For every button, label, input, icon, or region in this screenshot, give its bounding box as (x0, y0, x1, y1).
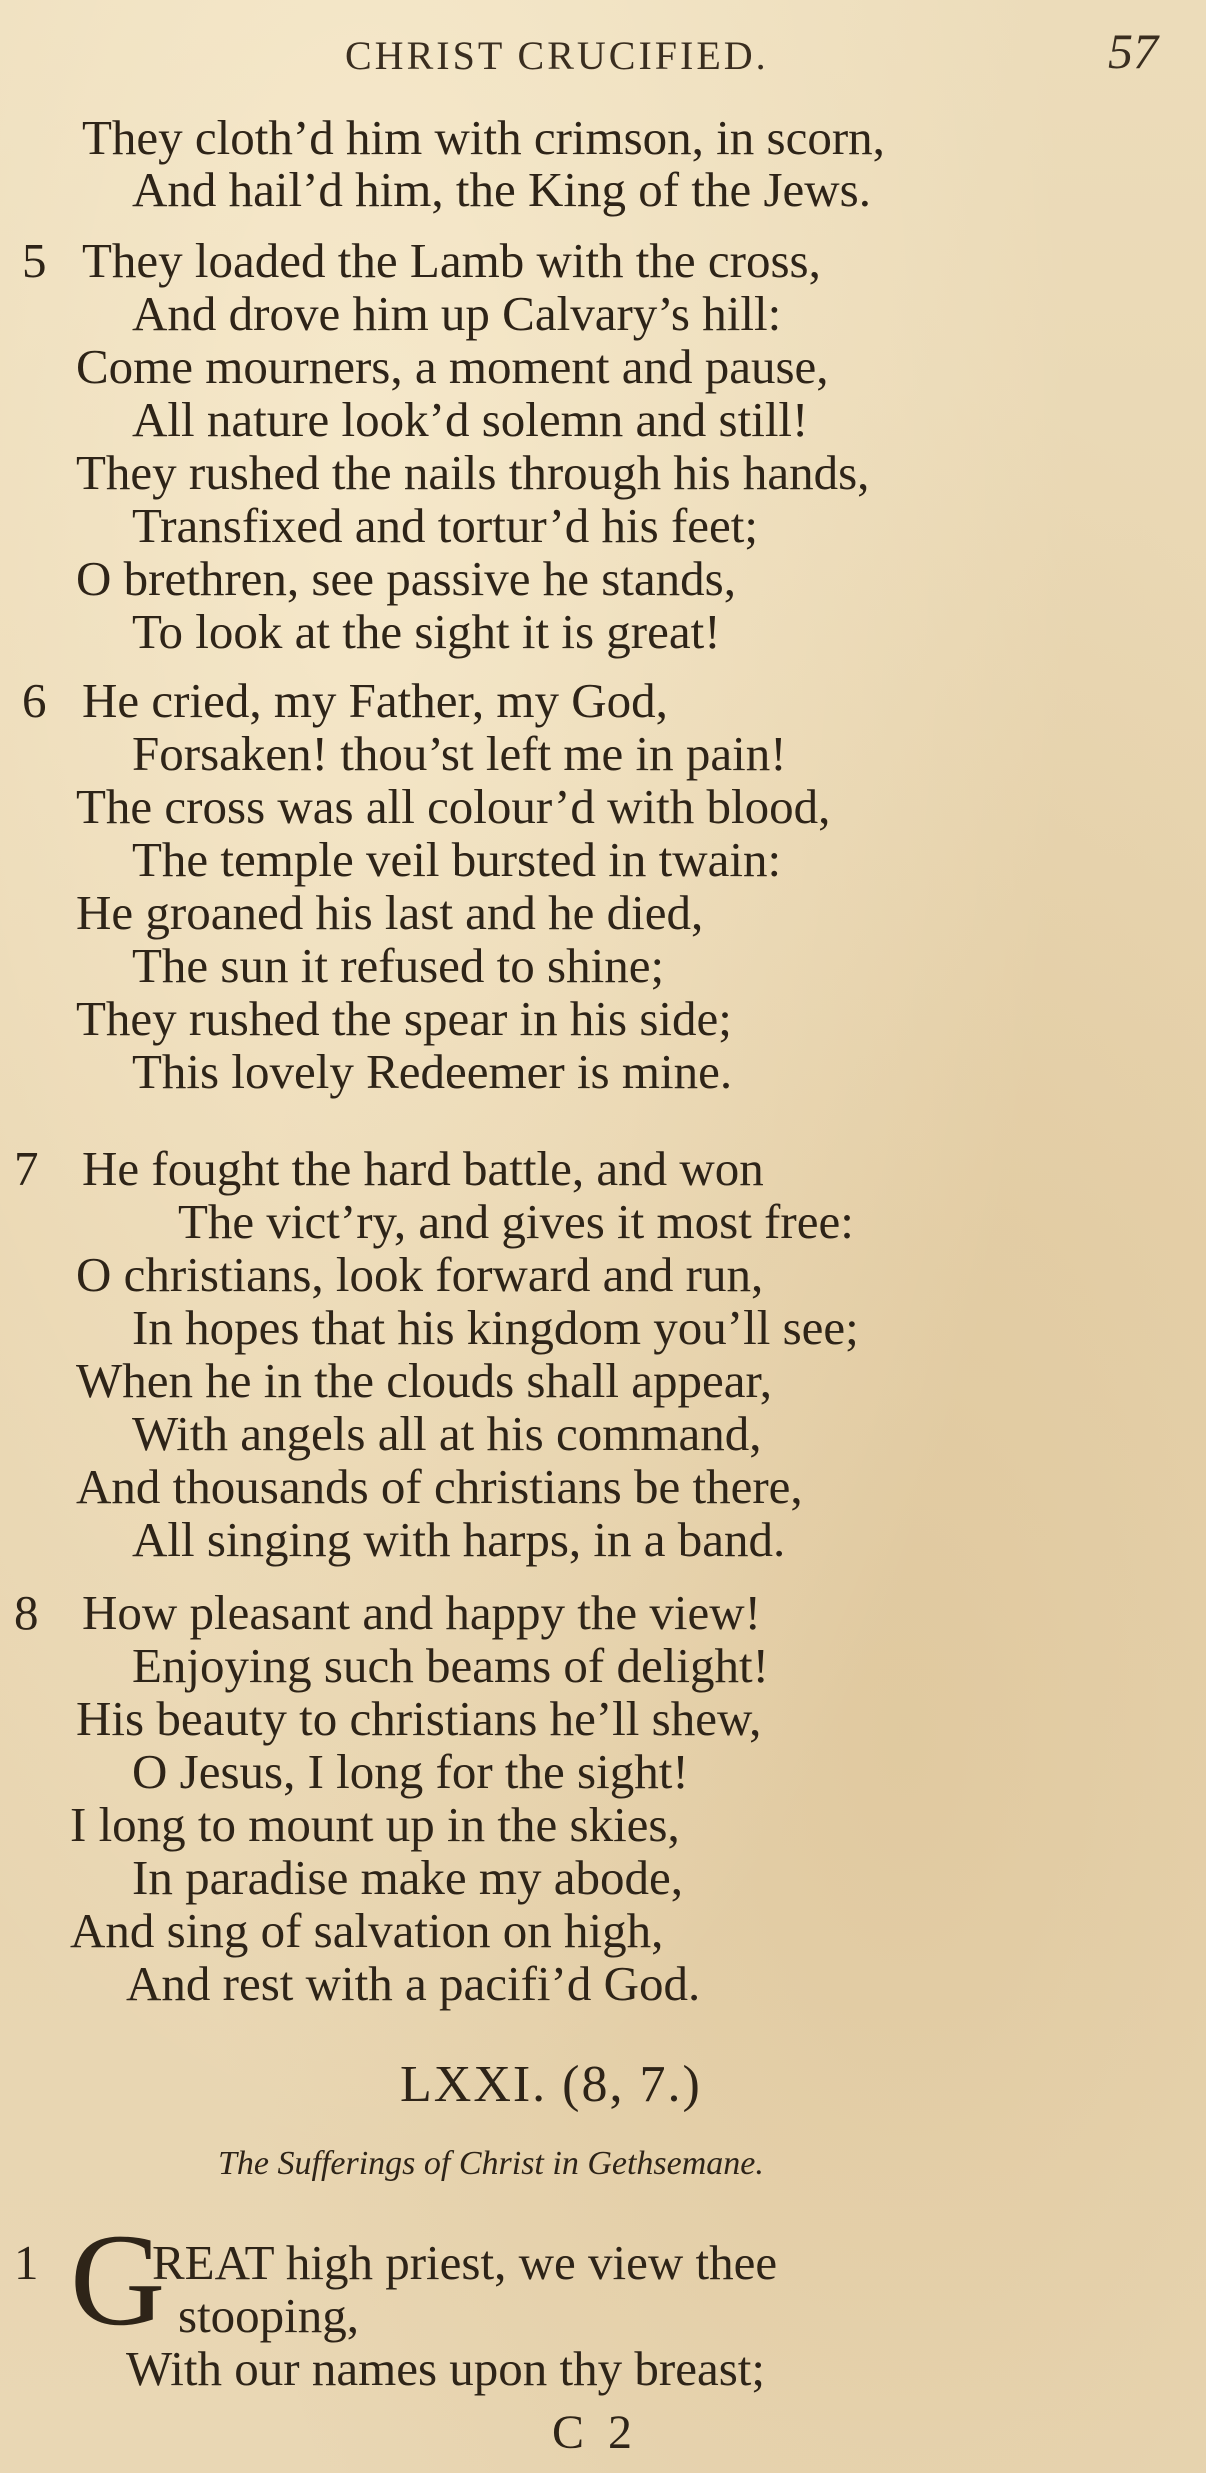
verse-line: All singing with harps, in a band. (132, 1512, 786, 1567)
signature-mark: C 2 (552, 2406, 639, 2459)
verse-line: And drove him up Calvary’s hill: (132, 286, 782, 341)
verse-line: His beauty to christians he’ll shew, (76, 1691, 762, 1746)
verse-line: O Jesus, I long for the sight! (132, 1744, 689, 1799)
verse-line: In paradise make my abode, (132, 1850, 684, 1905)
verse-line: How pleasant and happy the view! (82, 1585, 761, 1640)
verse-line: This lovely Redeemer is mine. (132, 1044, 733, 1099)
verse-line: And hail’d him, the King of the Jews. (132, 162, 871, 217)
verse-line: Enjoying such beams of delight! (132, 1638, 769, 1693)
verse-line: And sing of salvation on high, (70, 1903, 664, 1958)
verse-number: 1 (14, 2235, 39, 2290)
verse-line: When he in the clouds shall appear, (76, 1353, 773, 1408)
verse-line: I long to mount up in the skies, (70, 1797, 680, 1852)
verse-line: And thousands of christians be there, (76, 1459, 803, 1514)
verse-line: Come mourners, a moment and pause, (76, 339, 829, 394)
page-header (0, 23, 1206, 88)
verse-line: They cloth’d him with crimson, in scorn, (82, 110, 885, 165)
hymn-number: LXXI. (8, 7.) (400, 2056, 702, 2113)
verse-line: Transfixed and tortur’d his feet; (132, 498, 758, 553)
verse-line: Forsaken! thou’st left me in pain! (132, 726, 787, 781)
verse-line: The sun it refused to shine; (132, 938, 665, 993)
verse-line: He groaned his last and he died, (76, 885, 704, 940)
verse-line: The temple veil bursted in twain: (132, 832, 782, 887)
verse-line: He cried, my Father, my God, (82, 673, 668, 728)
verse-line: He fought the hard battle, and won (82, 1141, 764, 1196)
verse-line: With angels all at his command, (132, 1406, 762, 1461)
drop-cap: G (70, 2206, 166, 2353)
verse-number: 7 (14, 1141, 39, 1196)
verse-line: All nature look’d solemn and still! (132, 392, 809, 447)
verse-line: O christians, look forward and run, (76, 1247, 764, 1302)
verse-line: The vict’ry, and gives it most free: (178, 1194, 854, 1249)
verse-line: In hopes that his kingdom you’ll see; (132, 1300, 859, 1355)
running-head: CHRIST CRUCIFIED. (345, 33, 769, 78)
verse-line: They rushed the nails through his hands, (76, 445, 870, 500)
verse-line: With our names upon thy breast; (126, 2341, 765, 2396)
verse-line: O brethren, see passive he stands, (76, 551, 736, 606)
verse-number: 5 (22, 233, 47, 288)
hymn-title: The Sufferings of Christ in Gethsemane. (218, 2145, 764, 2182)
verse-line: They loaded the Lamb with the cross, (82, 233, 821, 288)
verse-line: And rest with a pacifi’d God. (126, 1956, 701, 2011)
verse-line: REAT high priest, we view thee (152, 2235, 778, 2290)
verse-number: 6 (22, 673, 47, 728)
verse-line: To look at the sight it is great! (132, 604, 721, 659)
verse-line: The cross was all colour’d with blood, (76, 779, 831, 834)
page-number: 57 (1108, 23, 1158, 79)
verse-number: 8 (14, 1585, 39, 1640)
verse-line: stooping, (178, 2288, 360, 2343)
verse-line: They rushed the spear in his side; (76, 991, 732, 1046)
